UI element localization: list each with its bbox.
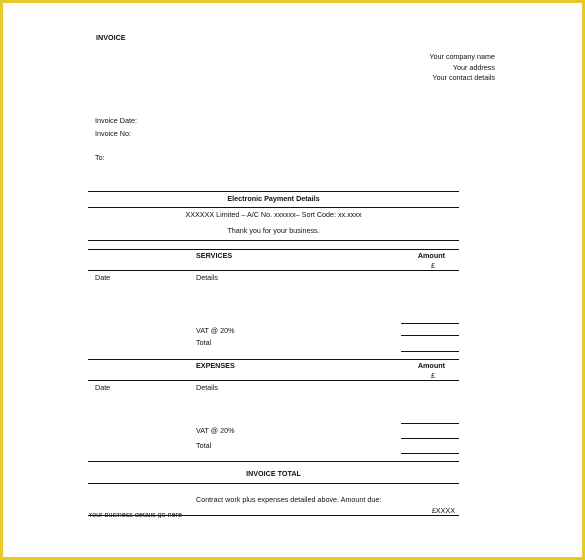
expenses-amount-label: Amount bbox=[417, 361, 445, 370]
invoice-no-label: Invoice No: bbox=[95, 129, 131, 138]
services-details-label: Details bbox=[196, 273, 218, 282]
expenses-date-label: Date bbox=[95, 383, 111, 392]
divider bbox=[88, 483, 459, 484]
amount-line bbox=[401, 453, 459, 454]
divider bbox=[88, 191, 459, 192]
divider bbox=[88, 270, 459, 271]
invoice-date-label: Invoice Date: bbox=[95, 116, 137, 125]
amount-line bbox=[401, 323, 459, 324]
expenses-total-label: Total bbox=[196, 441, 212, 450]
expenses-heading: EXPENSES bbox=[196, 361, 235, 370]
services-total-label: Total bbox=[196, 338, 212, 347]
invoice-total-amount: £XXXX bbox=[431, 506, 455, 515]
divider bbox=[88, 380, 459, 381]
amount-line bbox=[401, 438, 459, 439]
divider bbox=[88, 207, 459, 208]
amount-line bbox=[401, 335, 459, 336]
services-heading: SERVICES bbox=[196, 251, 233, 260]
payment-account-line: XXXXXX Limited – A/C No. xxxxxx– Sort Code: xx.xxxx bbox=[185, 210, 362, 219]
company-name: Your company name bbox=[429, 52, 495, 61]
services-amount-label: Amount bbox=[417, 251, 445, 260]
expenses-currency: £ bbox=[431, 371, 435, 380]
divider bbox=[88, 461, 459, 462]
company-address: Your address bbox=[452, 63, 495, 72]
divider bbox=[88, 240, 459, 241]
amount-line bbox=[401, 351, 459, 352]
footer-fragment: Your business details go here bbox=[88, 513, 183, 518]
invoice-title: INVOICE bbox=[96, 33, 126, 42]
expenses-details-label: Details bbox=[196, 383, 218, 392]
expenses-vat-label: VAT @ 20% bbox=[196, 426, 235, 435]
payment-thanks: Thank you for your business. bbox=[227, 226, 320, 235]
services-date-label: Date bbox=[95, 273, 111, 282]
divider bbox=[88, 249, 459, 250]
payment-heading: Electronic Payment Details bbox=[227, 194, 320, 203]
to-label: To: bbox=[95, 153, 105, 162]
invoice-total-heading: INVOICE TOTAL bbox=[246, 469, 301, 478]
amount-line bbox=[401, 423, 459, 424]
invoice-total-note: Contract work plus expenses detailed above. Amount due: bbox=[196, 495, 382, 504]
divider bbox=[88, 359, 459, 360]
company-contact: Your contact details bbox=[432, 73, 495, 82]
invoice-page bbox=[3, 3, 582, 557]
services-currency: £ bbox=[431, 261, 435, 270]
services-vat-label: VAT @ 20% bbox=[196, 326, 235, 335]
